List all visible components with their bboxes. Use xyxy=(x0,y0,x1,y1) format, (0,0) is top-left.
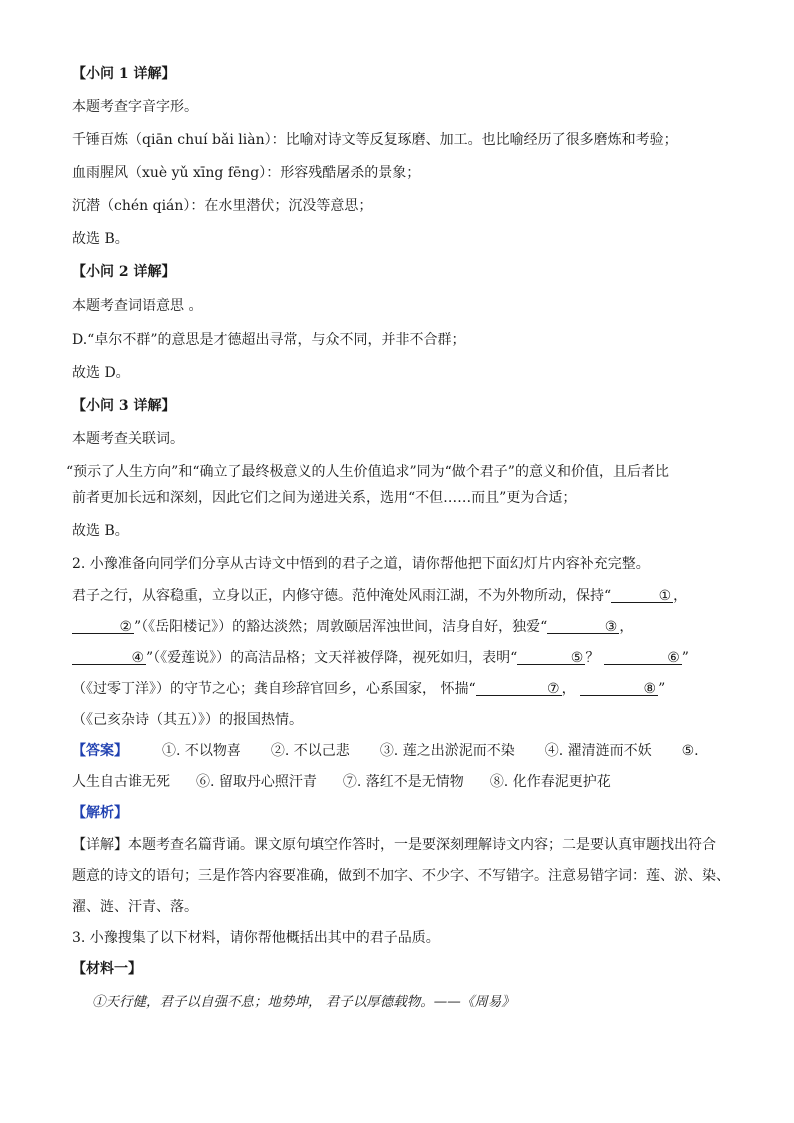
problem-2-line2 xyxy=(72,617,734,637)
problem-2-line1 xyxy=(72,586,734,606)
p2-text: ”（《爱莲说》）的高洁品格；文天祥被俘降，视死如归，表明“ xyxy=(146,650,518,666)
fill-blank-3[interactable]: ③ xyxy=(547,617,619,634)
p2-text: ， xyxy=(561,681,576,697)
detail-line2: 题意的诗文的语句；三是作答内容要准确，做到不加字、不少字、不写错字。注意易错字词：莲、淤、染、 xyxy=(72,868,730,884)
fill-blank-2[interactable]: ② xyxy=(72,617,134,634)
fill-blank-5[interactable]: ⑤ xyxy=(517,648,585,665)
p2-text: ， xyxy=(619,619,634,635)
q3-explanation-line2: 前者更加长远和深刻，因此它们之间为递进关系，选用“不但……而且”更为合适； xyxy=(72,490,577,506)
p2-text: ， xyxy=(673,588,688,604)
p2-text: ” xyxy=(681,650,689,666)
answer-7: ⑦. 落红不是无情物 xyxy=(342,774,464,790)
answer-3: ③. 莲之出淤泥而不染 xyxy=(379,743,515,759)
answer-2: ②. 不以己悲 xyxy=(270,743,350,759)
answer-5-number: ⑤. xyxy=(681,743,699,759)
material-1-heading: 【材料一】 xyxy=(72,961,142,977)
q1-item-a: 千锤百炼（qiān chuí bǎi liàn）：比喻对诗文等反复琢磨、加工。也比喻经历了很多磨炼和考验； xyxy=(72,132,678,148)
detail-line3: 濯、涟、汗青、落。 xyxy=(72,899,198,915)
p2-text: ” xyxy=(658,681,666,697)
answer-5: 人生自古谁无死 xyxy=(72,774,170,790)
q1-heading: 【小问 1 详解】 xyxy=(72,66,176,82)
problem-2-line5: （《己亥杂诗（其五）》）的报国热情。 xyxy=(72,712,303,728)
problem-3-title: 3. 小豫搜集了以下材料，请你帮他概括出其中的君子品质。 xyxy=(72,930,440,946)
detail-line1: 【详解】本题考查名篇背诵。课文原句填空作答时，一是要深刻理解诗文内容；二是要认真审题找出符合 xyxy=(72,837,716,853)
fill-blank-7[interactable]: ⑦ xyxy=(476,679,562,696)
q3-explanation-line1: “预示了人生方向”和“确立了最终极意义的人生价值追求”同为“做个君子”的意义和价值，且后者比 xyxy=(66,464,669,480)
problem-2-line3 xyxy=(72,648,734,668)
answer-6: ⑥. 留取丹心照汗青 xyxy=(196,774,317,790)
problem-2-line4 xyxy=(72,679,734,699)
p2-text: ”（《岳阳楼记》）的豁达淡然；周敦颐居浑浊世间，洁身自好，独爱“ xyxy=(134,619,548,635)
q2-heading: 【小问 2 详解】 xyxy=(72,264,176,280)
p2-text: 君子之行，从容稳重，立身以正，内修守德。范仲淹处风雨江湖，不为外物所动，保持“ xyxy=(72,588,612,604)
q3-heading: 【小问 3 详解】 xyxy=(72,398,176,414)
analysis-label: 【解析】 xyxy=(72,805,128,821)
answer-row-1 xyxy=(72,741,734,761)
problem-2-title: 2. 小豫准备向同学们分享从古诗文中悟到的君子之道，请你帮他把下面幻灯片内容补充完整。 xyxy=(72,556,650,572)
answer-1: ①. 不以物喜 xyxy=(162,743,241,759)
fill-blank-1[interactable]: ① xyxy=(611,586,673,603)
answer-8: ⑧. 化作春泥更护花 xyxy=(489,774,611,790)
q1-intro: 本题考查字音字形。 xyxy=(72,99,198,115)
p2-text: ？ xyxy=(585,650,600,666)
fill-blank-6[interactable]: ⑥ xyxy=(604,648,682,665)
q3-answer: 故选 B。 xyxy=(72,523,129,539)
q1-answer: 故选 B。 xyxy=(72,231,129,247)
q3-intro: 本题考查关联词。 xyxy=(72,431,184,447)
p2-text: （《过零丁洋》）的守节之心；龚自珍辞官回乡，心系国家， 怀揣“ xyxy=(72,681,476,697)
q1-item-c: 沉潜（chén qián）：在水里潜伏；沉没等意思； xyxy=(72,198,373,214)
answer-label: 【答案】 xyxy=(72,743,128,759)
answer-4: ④. 濯清涟而不妖 xyxy=(544,743,652,759)
q2-item-a: D.“卓尔不群”的意思是才德超出寻常，与众不同，并非不合群； xyxy=(72,332,466,348)
material-1-quote: ①天行健，君子以自强不息；地势坤， 君子以厚德载物。——《周易》 xyxy=(92,994,515,1010)
q2-answer: 故选 D。 xyxy=(72,365,130,381)
fill-blank-4[interactable]: ④ xyxy=(72,648,146,665)
q2-intro: 本题考查词语意思 。 xyxy=(72,298,203,314)
fill-blank-8[interactable]: ⑧ xyxy=(580,679,658,696)
answer-row-2 xyxy=(72,772,734,792)
q1-item-b: 血雨腥风（xuè yǔ xīng fēng）：形容残酷屠杀的景象； xyxy=(72,165,421,181)
